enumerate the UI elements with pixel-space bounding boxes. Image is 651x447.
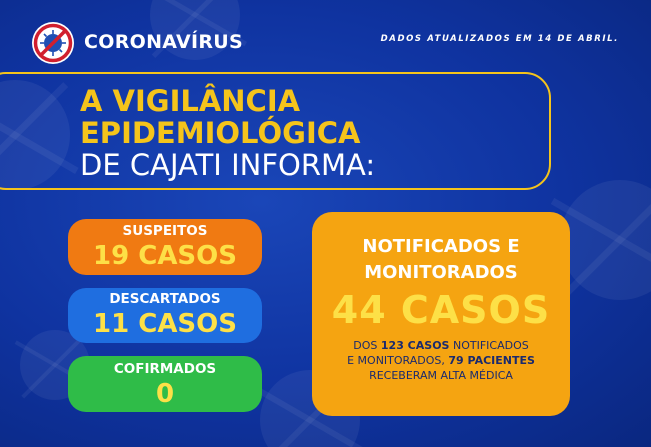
virus-decoration-icon (560, 180, 651, 300)
confirmados-card (68, 356, 262, 412)
descartados-value: 11 CASOS (93, 309, 237, 339)
notificados-title (312, 234, 570, 286)
descartados-card (68, 288, 262, 343)
notificados-value: 44 CASOS (331, 288, 551, 332)
headline-line-2: EPIDEMIOLÓGICA (80, 116, 361, 150)
notificados-card (312, 212, 570, 416)
headline (80, 85, 375, 181)
confirmados-value: 0 (155, 379, 175, 409)
update-date-text: DADOS ATUALIZADOS EM 14 DE ABRIL. (380, 34, 619, 44)
suspeitos-label: SUSPEITOS (122, 223, 208, 239)
notificados-description (312, 338, 570, 383)
header-title: CORONAVÍRUS (84, 31, 244, 53)
desc-text: RECEBERAM ALTA MÉDICA (369, 369, 513, 382)
desc-bold-patients: 79 PACIENTES (448, 354, 535, 367)
notificados-title-line-2: MONITORADOS (364, 262, 518, 283)
desc-bold-cases: 123 CASOS (380, 339, 450, 352)
desc-text: DOS (353, 339, 381, 352)
headline-line-3: DE CAJATI INFORMA: (80, 148, 376, 182)
notificados-title-line-1: NOTIFICADOS E (362, 236, 520, 257)
headline-line-1: A VIGILÂNCIA (80, 84, 301, 118)
suspeitos-card (68, 219, 262, 275)
descartados-label: DESCARTADOS (109, 291, 221, 307)
confirmados-label: COFIRMADOS (113, 361, 217, 377)
suspeitos-value: 19 CASOS (93, 241, 237, 271)
desc-text: E MONITORADOS, (347, 354, 449, 367)
desc-text: NOTIFICADOS (449, 339, 529, 352)
no-virus-icon (30, 20, 76, 66)
